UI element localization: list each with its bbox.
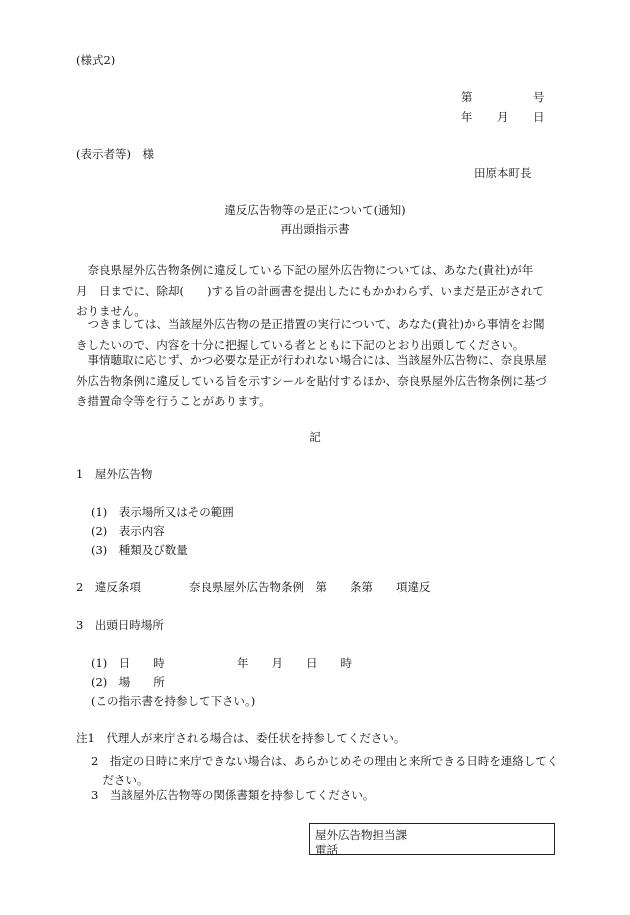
- note-1: 注1 代理人が来庁される場合は、委任状を持参してください。: [76, 731, 406, 745]
- ki-heading: 記: [309, 430, 321, 444]
- section-1-item-1: (1) 表示場所又はその範囲: [91, 505, 234, 519]
- note-2: 2 指定の日時に来庁できない場合は、あらかじめその理由と来所できる日時を連絡してください。: [91, 754, 559, 787]
- datetime-value: 年 月 日 時: [237, 656, 352, 670]
- contact-box: [309, 823, 555, 855]
- document-subtitle: 再出頭指示書: [280, 222, 350, 236]
- date-tsuki: 月: [497, 110, 509, 124]
- section-2-heading: 2 違反条項: [76, 580, 141, 594]
- section-1-item-3: (3) 種類及び数量: [91, 543, 188, 557]
- sender: 田原本町長: [474, 166, 532, 180]
- datetime-label: (1) 日 時: [91, 656, 165, 670]
- body-paragraph-1: 奈良県屋外広告物条例に違反している下記の屋外広告物については、あなた(貴社)が年 月 日までに、除却( )する旨の計画書を提出したにもかかわらず、いまだ是正がされておりません。: [76, 263, 545, 318]
- contact-telephone: 電話: [315, 843, 338, 857]
- document-title: 違反広告物等の是正について(通知): [224, 203, 406, 217]
- contact-department: 屋外広告物担当課: [315, 828, 407, 842]
- ref-gou: 号: [533, 90, 545, 104]
- note-3: 3 当該屋外広告物等の関係書類を持参してください。: [91, 788, 375, 802]
- body-paragraph-2: つきましては、当該屋外広告物の是正措置の実行について、あなた(貴社)から事情をお聞きしたいので、内容を十分に把握している者とともに下記のとおり出頭してください。: [76, 317, 545, 352]
- section-3-heading: 3 出頭日時場所: [76, 618, 164, 632]
- form-label: (様式2): [76, 53, 116, 67]
- date-nen: 年: [461, 110, 473, 124]
- section-1-item-2: (2) 表示内容: [91, 524, 165, 538]
- section-2-law: 奈良県屋外広告物条例 第 条第 項違反: [189, 580, 431, 594]
- ref-dai: 第: [461, 90, 473, 104]
- place-label: (2) 場 所: [91, 675, 165, 689]
- body-paragraph-3: 事情聴取に応じず、かつ必要な是正が行われない場合には、当該屋外広告物に、奈良県屋外広告物条例に違反している旨を示すシールを貼付するほか、奈良県屋外広告物条例に基づき措置命令等を行うことがあります。: [76, 353, 547, 408]
- date-hi: 日: [533, 110, 545, 124]
- addressee: (表示者等) 様: [76, 147, 154, 161]
- section-1-heading: 1 屋外広告物: [76, 467, 153, 481]
- bring-note: (この指示書を持参して下さい。): [91, 694, 256, 708]
